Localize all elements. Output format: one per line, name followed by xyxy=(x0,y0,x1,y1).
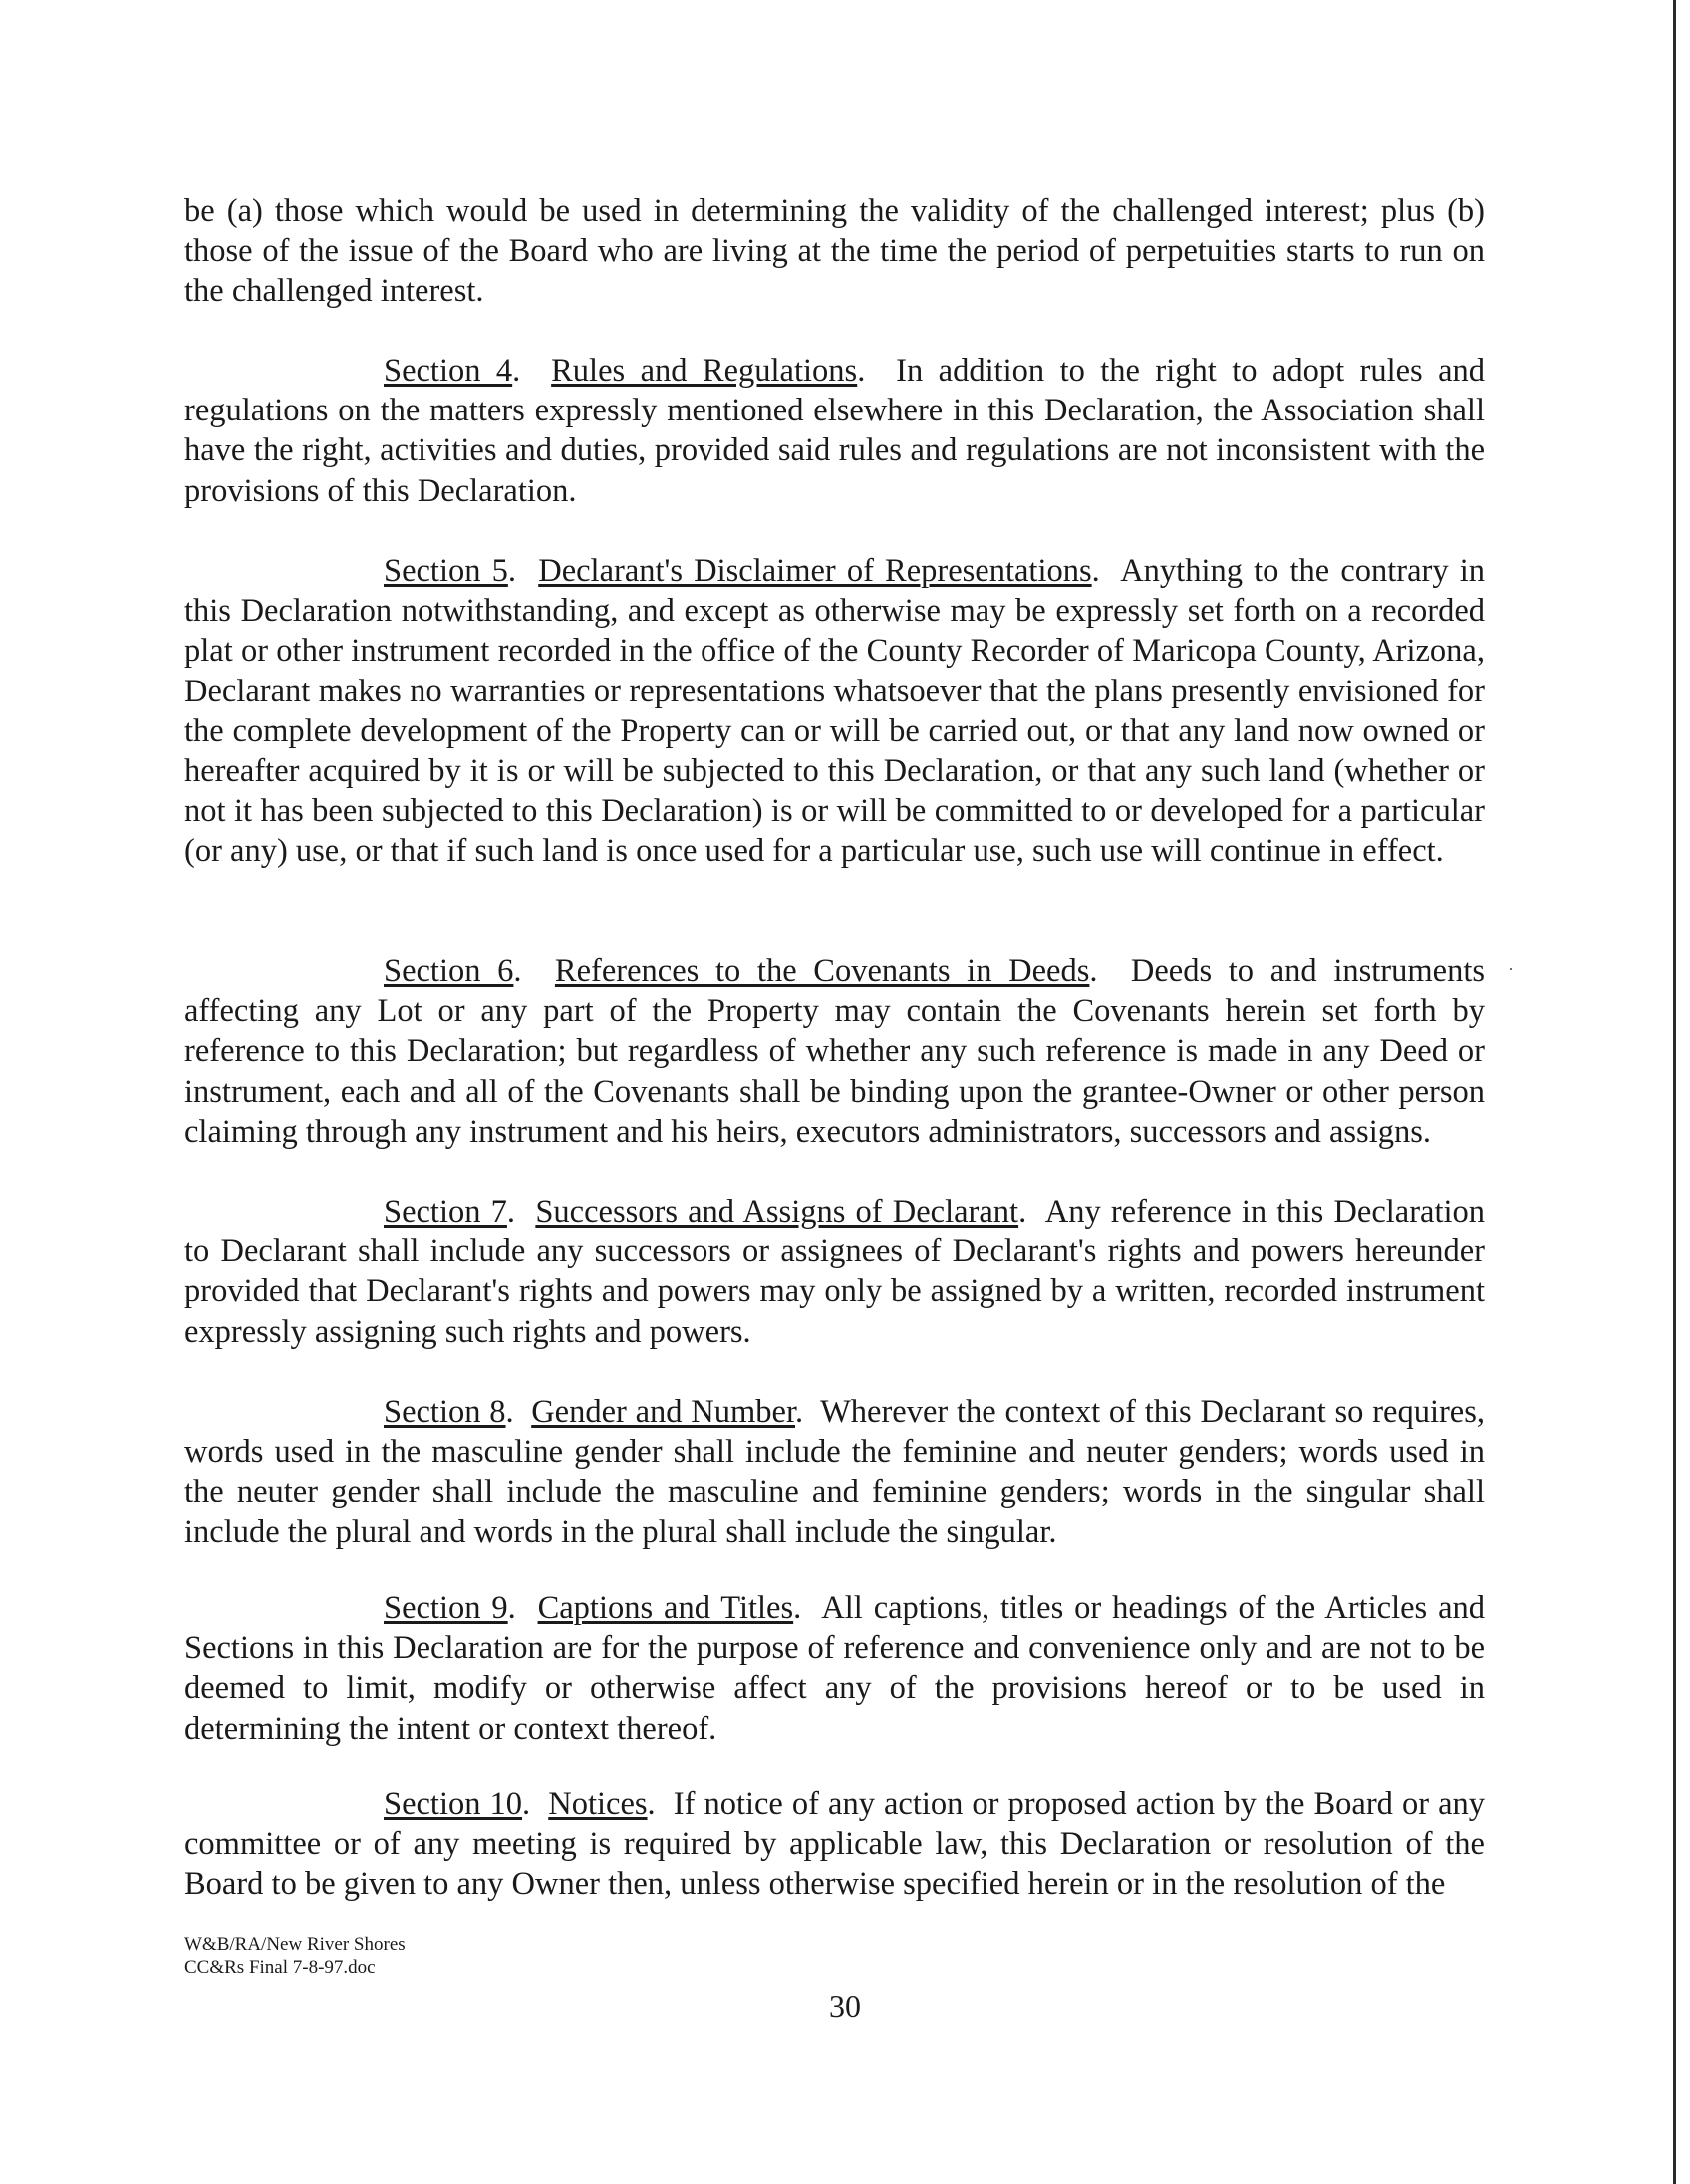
section-9-number: Section 9 xyxy=(384,1590,508,1626)
footer-file-reference xyxy=(184,1933,406,1979)
scan-edge-line xyxy=(1673,0,1676,2184)
section-10-number: Section 10 xyxy=(384,1786,523,1822)
section-7-body: Any reference in this Declaration to Declarant shall include any successors or assignees of Declarant's rights and powers hereunder provided that Declarant's rights and powers may only be assigned by a written, recorded instrument expressly assigning such rights and powers. xyxy=(184,1194,1486,1350)
section-7-title: Successors and Assigns of Declarant xyxy=(535,1194,1019,1229)
section-10-title: Notices xyxy=(548,1786,648,1822)
section-10-body: If notice of any action or proposed action by the Board or any committee or of any meeting is required by applicable law, this Declaration or resolution of the Board to be given to any Owner then, unless otherwise specified herein or in the resolution of the xyxy=(184,1786,1486,1903)
section-6-paragraph: Section 6. References to the Covenants in Deeds. Deeds to and instruments affecting any Lot or any part of the Property may contain the Covenants herein set forth by reference to this Declaration; but regardless of whether any such reference is made in any Deed or instrument, each and all of the Covenants shall be binding upon the grantee-Owner or other person claiming through any instrument and his heirs, executors administrators, successors and assigns. xyxy=(184,954,1486,1150)
section-5-body: Anything to the contrary in this Declaration notwithstanding, and except as otherwise may be expressly set forth on a recorded plat or other instrument recorded in the office of the County Recorder of Maricopa County, Arizona, Declarant makes no warranties or representations whatsoever that the plans presently envisioned for the complete development of the Property can or will be carried out, or that any land now owned or hereafter acquired by it is or will be subjected to this Declaration, or that any such land (whether or not it has been subjected to this Declaration) is or will be committed to or developed for a particular (or any) use, or that if such land is once used for a particular use, such use will continue in effect. xyxy=(184,553,1485,870)
section-9-body: All captions, titles or headings of the Articles and Sections in this Declaration are for the purpose of reference and convenience only and are not to be deemed to limit, modify or otherwise affect any of the provisions hereof or to be used in determining the intent or context thereof. xyxy=(184,1590,1486,1747)
section-8-title: Gender and Number xyxy=(531,1394,796,1430)
intro-paragraph xyxy=(184,191,1485,312)
section-4-number: Section 4 xyxy=(384,353,513,389)
page-number: 30 xyxy=(829,1988,861,2024)
section-9-paragraph: Section 9. Captions and Titles. All captions, titles or headings of the Articles and Sections in this Declaration are for the purpose of reference and convenience only and are not to be deemed to limit, modify or otherwise affect any of the provisions hereof or to be used in determining the intent or context thereof. xyxy=(184,1590,1486,1747)
section-5-number: Section 5 xyxy=(384,553,508,589)
section-6-number: Section 6 xyxy=(384,954,514,989)
section-7-number: Section 7 xyxy=(384,1194,507,1229)
section-8-number: Section 8 xyxy=(384,1394,506,1430)
intro-text: be (a) those which would be used in determining the validity of the challenged interest; plus (b) those of the issue of the Board who are living at the time the period of perpetuities starts to run on the challenged interest. xyxy=(184,193,1485,310)
stray-scan-mark: · xyxy=(1508,959,1514,979)
section-4-title: Rules and Regulations xyxy=(551,353,858,389)
section-10-paragraph: Section 10. Notices. If notice of any action or proposed action by the Board or any committee or of any meeting is required by applicable law, this Declaration or resolution of the Board to be given to any Owner then, unless otherwise specified herein or in the resolution of the xyxy=(184,1786,1486,1903)
footer-ref-line-1: W&B/RA/New River Shores xyxy=(184,1934,406,1955)
section-5-paragraph: Section 5. Declarant's Disclaimer of Representations. Anything to the contrary in this Declaration notwithstanding, and except as otherwise may be expressly set forth on a recorded plat or other instrument recorded in the office of the County Recorder of Maricopa County, Arizona, Declarant makes no warranties or representations whatsoever that the plans presently envisioned for the complete development of the Property can or will be carried out, or that any land now owned or hereafter acquired by it is or will be subjected to this Declaration, or that any such land (whether or not it has been subjected to this Declaration) is or will be committed to or developed for a particular (or any) use, or that if such land is once used for a particular use, such use will continue in effect. xyxy=(184,553,1485,870)
section-6-title: References to the Covenants in Deeds xyxy=(554,954,1090,989)
section-7-paragraph: Section 7. Successors and Assigns of Declarant. Any reference in this Declaration to Declarant shall include any successors or assignees of Declarant's rights and powers hereunder provided that Declarant's rights and powers may only be assigned by a written, recorded instrument expressly assigning such rights and powers. xyxy=(184,1194,1486,1350)
section-4-body: In addition to the right to adopt rules and regulations on the matters expressly mentioned elsewhere in this Declaration, the Association shall have the right, activities and duties, provided said rules and regulations are not inconsistent with the provisions of this Declaration. xyxy=(184,353,1486,509)
section-6-body: Deeds to and instruments affecting any Lot or any part of the Property may contain the Covenants herein set forth by reference to this Declaration; but regardless of whether any such reference is made in any Deed or instrument, each and all of the Covenants shall be binding upon the grantee-Owner or other person claiming through any instrument and his heirs, executors administrators, successors and assigns. xyxy=(184,954,1486,1150)
footer-ref-line-2: CC&Rs Final 7-8-97.doc xyxy=(184,1957,376,1978)
section-5-title: Declarant's Disclaimer of Representations xyxy=(538,553,1092,589)
section-9-title: Captions and Titles xyxy=(537,1590,794,1626)
section-8-paragraph: Section 8. Gender and Number. Wherever the context of this Declarant so requires, words used in the masculine gender shall include the feminine and neuter genders; words used in the neuter gender shall include the masculine and feminine genders; words in the singular shall include the plural and words in the plural shall include the singular. xyxy=(184,1394,1486,1550)
section-8-body: Wherever the context of this Declarant so requires, words used in the masculine gender shall include the feminine and neuter genders; words used in the neuter gender shall include the masculine and feminine genders; words in the singular shall include the plural and words in the plural shall include the singular. xyxy=(184,1394,1486,1550)
section-4-paragraph: Section 4. Rules and Regulations. In addition to the right to adopt rules and regulations on the matters expressly mentioned elsewhere in this Declaration, the Association shall have the right, activities and duties, provided said rules and regulations are not inconsistent with the provisions of this Declaration. xyxy=(184,353,1486,509)
